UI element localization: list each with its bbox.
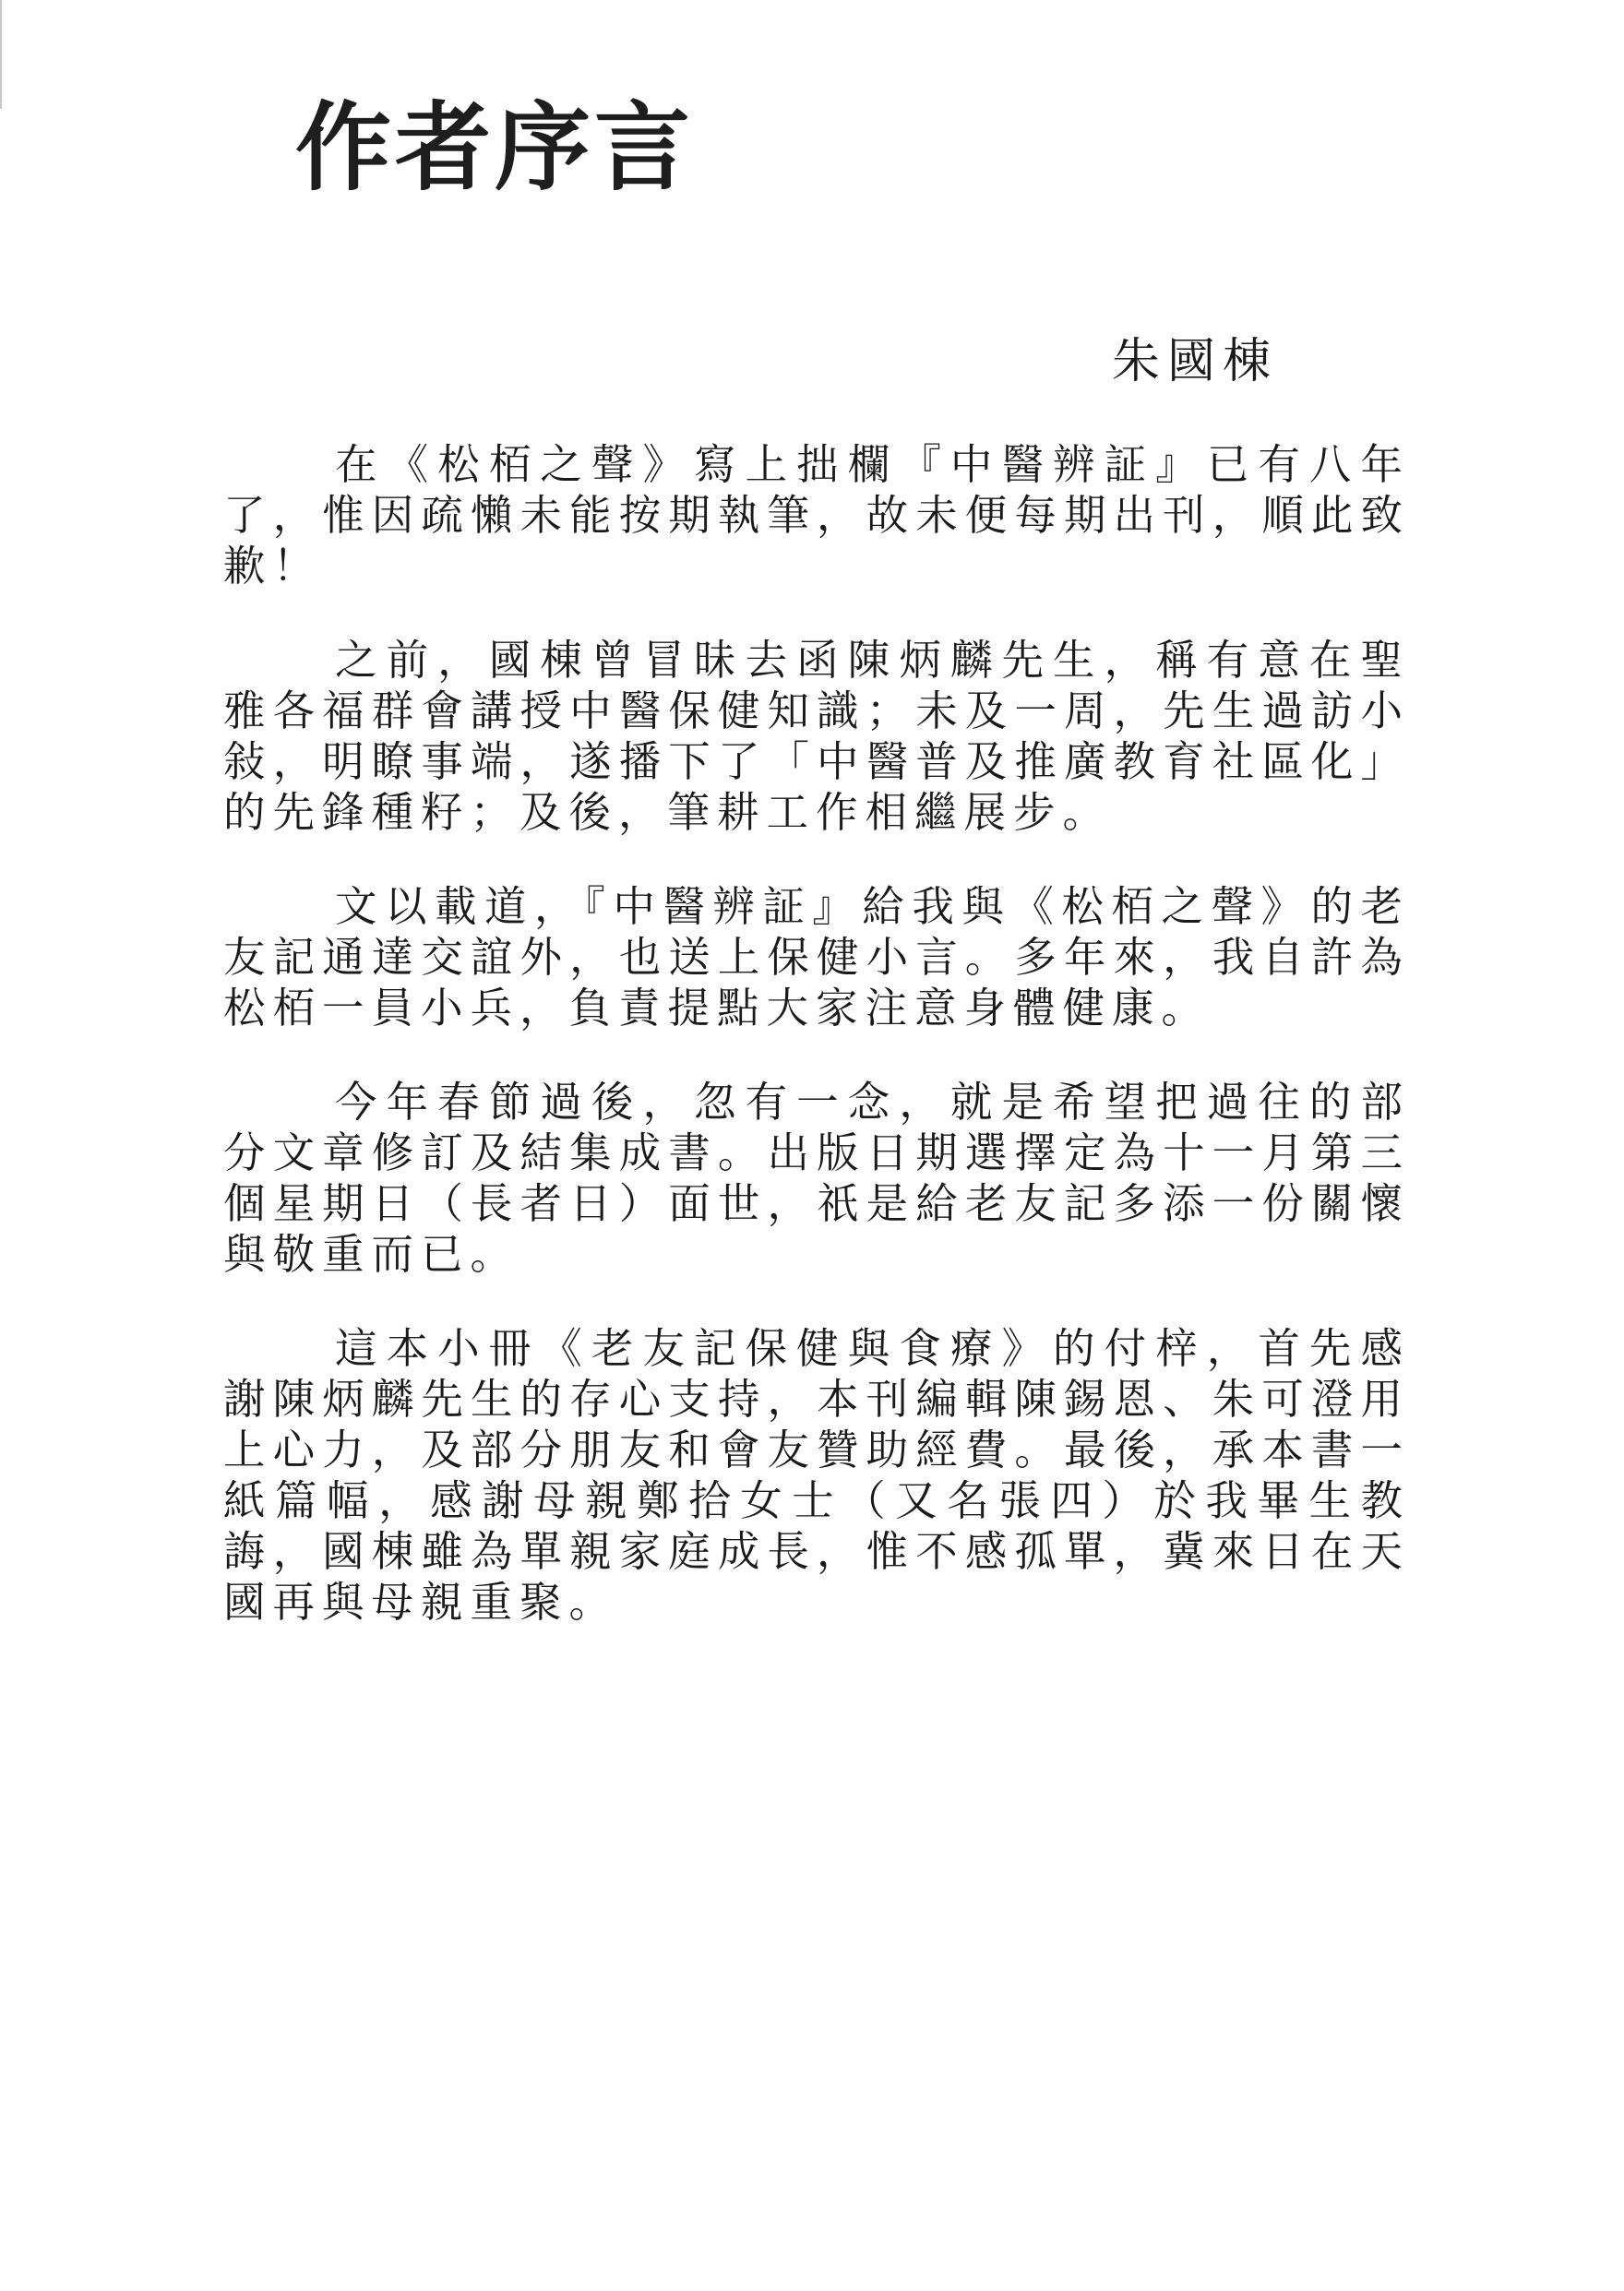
paragraph-1: 在《松栢之聲》寫上拙欄『中醫辨証』已有八年了，惟因疏懶未能按期執筆，故未便每期出刊，順此致歉！ (223, 440, 1410, 591)
paragraph-2: 之前，國棟曾冒昧去函陳炳麟先生，稱有意在聖雅各福群會講授中醫保健知識；未及一周，先生過訪小敍，明瞭事端，遂播下了「中醫普及推廣教育社區化」的先鋒種籽；及後，筆耕工作相繼展步。 (223, 636, 1410, 837)
page-edge-mark (0, 0, 2, 109)
paragraph-3: 文以載道，『中醫辨証』給我與《松栢之聲》的老友記通達交誼外，也送上保健小言。多年來，我自許為松栢一員小兵，負責提點大家注意身體健康。 (223, 882, 1410, 1032)
author-name: 朱國棟 (1112, 334, 1279, 389)
paragraph-5: 這本小冊《老友記保健與食療》的付梓，首先感謝陳炳麟先生的存心支持，本刊編輯陳錫恩、朱可澄用上心力，及部分朋友和會友贊助經費。最後，承本書一紙篇幅，感謝母親鄭拾女士（又名張四）於我畢生教誨，國棟雖為單親家庭成長，惟不感孤單，冀來日在天國再與母親重聚。 (223, 1324, 1410, 1627)
paragraph-4: 今年春節過後，忽有一念，就是希望把過往的部分文章修訂及結集成書。出版日期選擇定為十一月第三個星期日（長者日）面世，祇是給老友記多添一份關懷與敬重而已。 (223, 1078, 1410, 1279)
page-title: 作者序言 (295, 91, 695, 204)
preface-body (223, 439, 1410, 1671)
